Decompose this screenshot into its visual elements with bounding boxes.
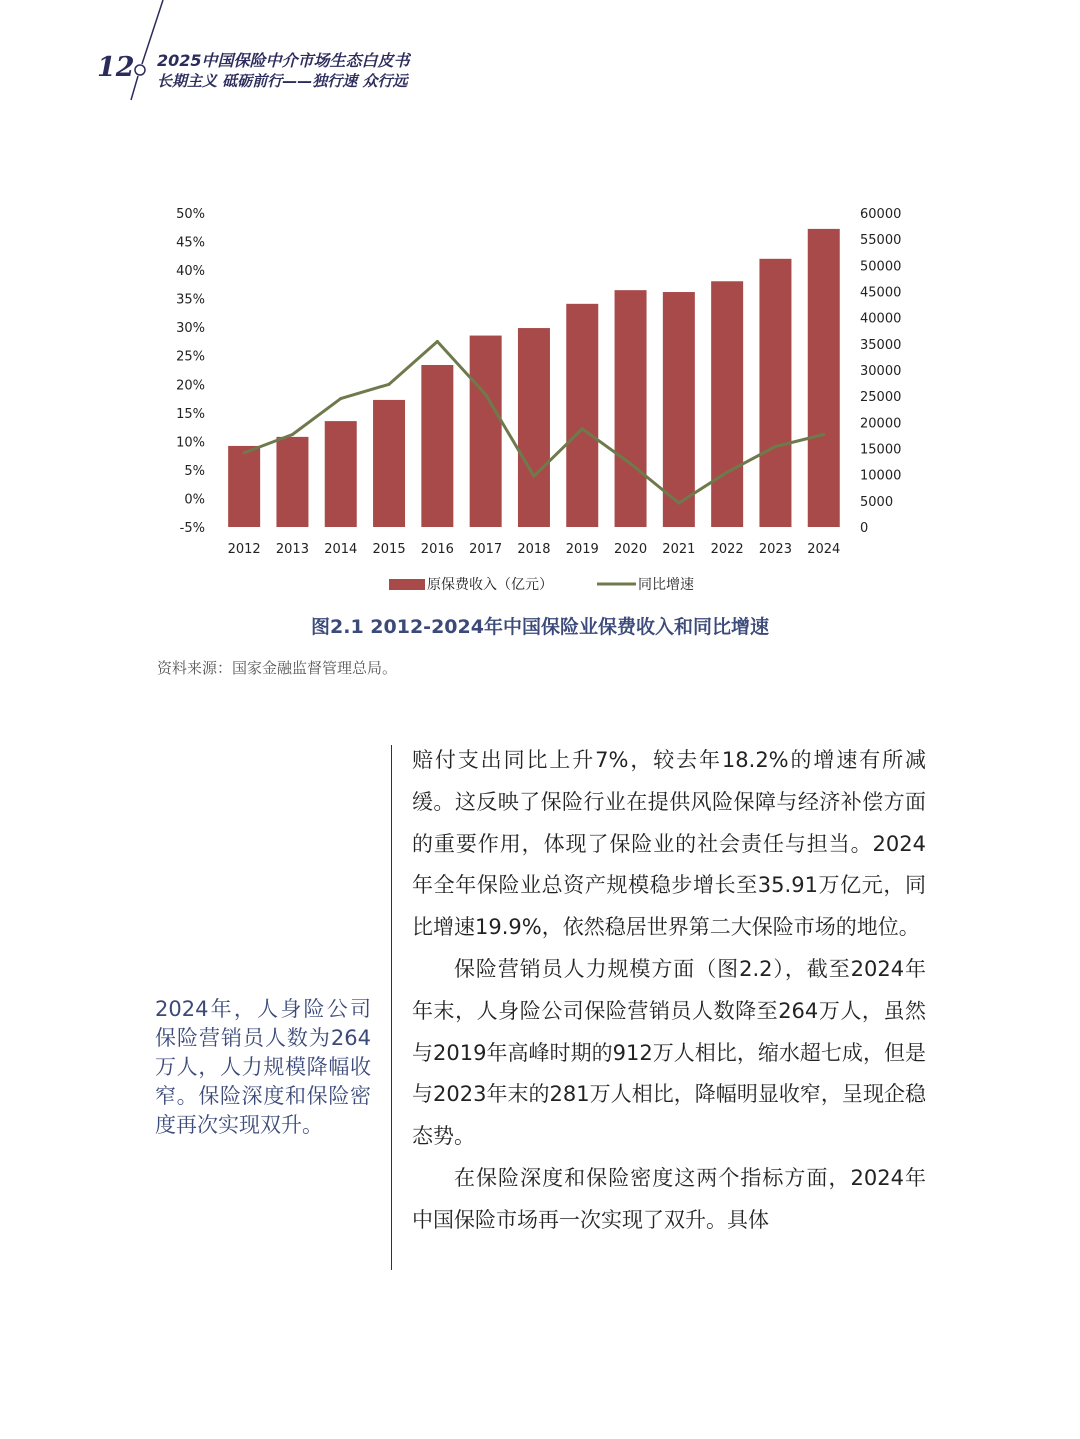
y-right-tick: 20000 bbox=[860, 416, 902, 432]
page-header bbox=[0, 0, 1080, 110]
x-tick-2018: 2018 bbox=[517, 542, 551, 557]
x-tick-2023: 2023 bbox=[758, 542, 792, 557]
growth-point-2021 bbox=[677, 502, 680, 505]
y-right-tick: 50000 bbox=[860, 259, 902, 275]
y-left-tick: 10% bbox=[176, 435, 205, 451]
bar-2015 bbox=[373, 400, 405, 527]
y-left-tick: 35% bbox=[176, 292, 205, 308]
growth-point-2022 bbox=[726, 471, 729, 474]
y-left-tick: 20% bbox=[176, 378, 205, 394]
growth-point-2019 bbox=[581, 427, 584, 430]
bar-2016 bbox=[421, 365, 453, 527]
legend-swatch-premium bbox=[389, 579, 425, 590]
y-right-tick: 40000 bbox=[860, 311, 902, 327]
bar-2022 bbox=[711, 281, 743, 527]
y-right-tick: 35000 bbox=[860, 337, 902, 353]
body-text bbox=[412, 740, 926, 1242]
y-right-tick: 25000 bbox=[860, 390, 902, 406]
x-tick-2014: 2014 bbox=[324, 542, 358, 557]
x-tick-2019: 2019 bbox=[565, 542, 599, 557]
x-tick-2015: 2015 bbox=[372, 542, 406, 557]
column-divider bbox=[391, 745, 392, 1270]
page-number: 12 bbox=[97, 52, 135, 83]
growth-point-2023 bbox=[774, 445, 777, 448]
y-left-tick: 0% bbox=[184, 492, 205, 508]
bar-2023 bbox=[759, 259, 791, 527]
x-tick-2021: 2021 bbox=[662, 542, 696, 557]
bar-2013 bbox=[276, 437, 308, 527]
growth-point-2014 bbox=[339, 397, 342, 400]
growth-point-2020 bbox=[629, 462, 632, 465]
y-left-tick: 50% bbox=[176, 207, 205, 222]
x-tick-2024: 2024 bbox=[807, 542, 841, 557]
growth-point-2017 bbox=[484, 393, 487, 396]
y-right-tick: 30000 bbox=[860, 364, 902, 379]
figure-caption: 图2.1 2012-2024年中国保险业保费收入和同比增速 bbox=[311, 616, 769, 638]
y-left-tick: 45% bbox=[176, 235, 205, 251]
growth-point-2016 bbox=[436, 340, 439, 343]
growth-point-2012 bbox=[243, 451, 246, 454]
y-right-tick: 60000 bbox=[860, 207, 902, 222]
bar-2024 bbox=[808, 229, 840, 527]
paragraph: 在保险深度和保险密度这两个指标方面，2024年中国保险市场再一次实现了双升。具体 bbox=[412, 1165, 926, 1232]
x-tick-2012: 2012 bbox=[227, 542, 261, 557]
bar-2020 bbox=[615, 290, 647, 527]
growth-point-2013 bbox=[291, 433, 294, 436]
legend-label-growth: 同比增速 bbox=[638, 577, 694, 593]
bar-2017 bbox=[470, 336, 502, 527]
y-right-tick: 45000 bbox=[860, 285, 902, 301]
header-title: 2025中国保险中介市场生态白皮书 bbox=[157, 51, 410, 70]
y-left-tick: 40% bbox=[176, 264, 205, 280]
bar-2018 bbox=[518, 328, 550, 527]
y-left-tick: 25% bbox=[176, 349, 205, 365]
bar-2021 bbox=[663, 292, 695, 527]
paragraph: 赔付支出同比上升7%，较去年18.2%的增速有所减缓。这反映了保险行业在提供风险保障与经济补偿方面的重要作用，体现了保险业的社会责任与担当。2024年全年保险业总资产规模稳步增长至35.91万亿元，同比增速19.9%，依然稳居世界第二大保险市场的地位。 bbox=[412, 748, 926, 940]
x-tick-2016: 2016 bbox=[420, 542, 454, 557]
bar-2019 bbox=[566, 304, 598, 527]
legend-label-premium: 原保费收入（亿元） bbox=[427, 577, 553, 593]
premium-chart bbox=[160, 195, 920, 610]
growth-point-2015 bbox=[388, 383, 391, 386]
y-left-tick: 30% bbox=[176, 321, 205, 337]
header-subtitle: 长期主义 砥砺前行——独行速 众行远 bbox=[157, 72, 408, 90]
x-tick-2013: 2013 bbox=[275, 542, 309, 557]
growth-point-2018 bbox=[532, 475, 535, 478]
bar-2012 bbox=[228, 446, 260, 527]
y-right-tick: 10000 bbox=[860, 468, 902, 484]
bar-2014 bbox=[325, 421, 357, 527]
y-right-tick: 55000 bbox=[860, 233, 902, 249]
sidebar-pull-quote: 2024年，人身险公司保险营销员人数为264万人，人力规模降幅收窄。保险深度和保险密度再次实现双升。 bbox=[155, 997, 371, 1137]
growth-point-2024 bbox=[822, 433, 825, 436]
y-left-tick: -5% bbox=[179, 521, 205, 536]
x-tick-2017: 2017 bbox=[469, 542, 503, 557]
y-right-tick: 5000 bbox=[860, 494, 894, 510]
paragraph: 保险营销员人力规模方面（图2.2），截至2024年年末，人身险公司保险营销员人数降至264万人，虽然与2019年高峰时期的912万人相比，缩水超七成，但是与2023年末的281万人相比，降幅明显收窄，呈现企稳态势。 bbox=[412, 956, 926, 1149]
y-right-tick: 0 bbox=[860, 521, 869, 536]
x-tick-2022: 2022 bbox=[710, 542, 744, 557]
source-note: 资料来源：国家金融监督管理总局。 bbox=[157, 659, 398, 677]
y-left-tick: 5% bbox=[184, 463, 205, 479]
x-tick-2020: 2020 bbox=[614, 542, 648, 557]
y-left-tick: 15% bbox=[176, 406, 205, 422]
y-right-tick: 15000 bbox=[860, 442, 902, 458]
